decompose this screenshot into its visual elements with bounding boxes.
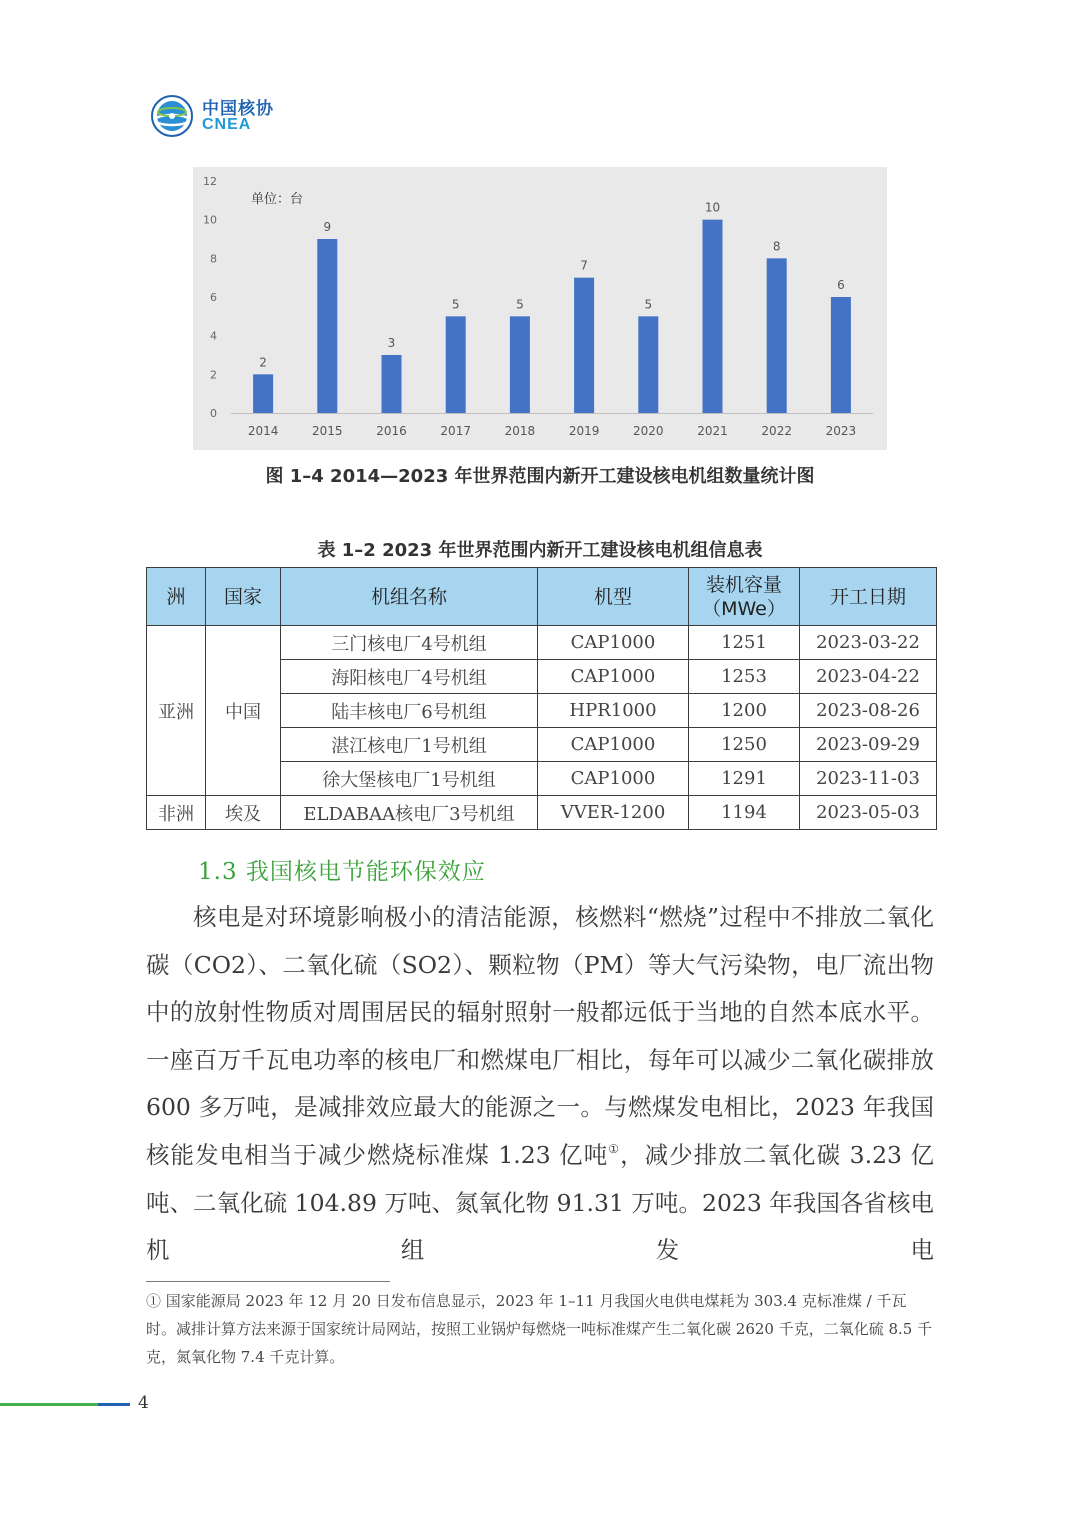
x-tick-label: 2023 [825,424,857,438]
header-unit-name: 机组名称 [281,568,538,626]
country-cell: 埃及 [206,796,281,830]
bar [382,355,402,413]
start-date-cell: 2023-11-03 [800,762,937,796]
start-date-cell: 2023-03-22 [800,626,937,660]
data-label: 2 [259,355,267,370]
x-tick-label: 2015 [312,424,343,438]
start-date-cell: 2023-05-03 [800,796,937,830]
reactor-type-cell: CAP1000 [538,762,689,796]
unit-name-cell: 三门核电厂4号机组 [281,626,538,660]
bar-chart-svg [193,167,887,450]
y-tick-label: 6 [210,291,217,304]
capacity-cell: 1251 [689,626,800,660]
capacity-cell: 1250 [689,728,800,762]
body-text-part2: ，减少排放二氧化碳 3.23 亿吨、二氧化硫 104.89 万吨、氮氧化物 91.31 万吨。2023 年我国各省核电机组发电 [146,1140,935,1265]
body-paragraph [146,894,934,1275]
header-reactor-type: 机型 [538,568,689,626]
bar [831,297,851,413]
reactor-type-cell: VVER-1200 [538,796,689,830]
unit-name-cell: ELDABAA核电厂3号机组 [281,796,538,830]
logo-name-en: CNEA [202,116,252,133]
capacity-cell: 1253 [689,660,800,694]
y-tick-label: 10 [203,213,217,227]
unit-name-cell: 海阳核电厂4号机组 [281,660,538,694]
y-tick-label: 4 [210,329,217,343]
start-date-cell: 2023-09-29 [800,728,937,762]
header-capacity-unit: （MWe） [702,597,786,620]
header-continent: 洲 [147,568,206,626]
table-row [147,796,937,830]
start-date-cell: 2023-04-22 [800,660,937,694]
country-cell: 中国 [206,626,281,796]
reactor-type-cell: CAP1000 [538,728,689,762]
x-tick-label: 2021 [697,424,728,438]
data-label: 7 [580,258,588,273]
bar [703,220,723,413]
reactor-type-cell: CAP1000 [538,626,689,660]
y-tick-label: 12 [203,175,217,188]
continent-cell: 亚洲 [147,626,206,796]
data-label: 5 [451,297,460,312]
data-label: 10 [704,200,721,215]
reactor-type-cell: HPR1000 [538,694,689,728]
chart-unit-label: 单位：台 [251,192,304,207]
y-tick-label: 8 [210,252,217,266]
page-number: 4 [138,1393,149,1413]
reactor-info-table [146,567,937,830]
unit-name-cell: 湛江核电厂1号机组 [281,728,538,762]
x-tick-label: 2022 [761,424,792,438]
unit-name-cell: 徐大堡核电厂1号机组 [281,762,538,796]
bar [317,239,337,413]
x-tick-label: 2016 [376,424,407,438]
bar [574,278,594,413]
bar [510,316,530,413]
x-tick-label: 2018 [504,424,536,438]
bar [446,316,466,413]
footnote-divider [146,1281,390,1282]
bar [767,258,787,413]
header-capacity-label: 装机容量 [705,573,782,596]
capacity-cell: 1200 [689,694,800,728]
data-label: 9 [323,220,332,234]
section-title: 1.3 我国核电节能环保效应 [198,859,486,885]
cnea-logo [150,92,290,140]
data-label: 8 [772,239,781,254]
capacity-cell: 1291 [689,762,800,796]
footnote-marker[interactable]: ① [608,1141,621,1156]
footer-bar-blue [98,1403,130,1406]
reactor-type-cell: CAP1000 [538,660,689,694]
x-tick-label: 2019 [568,424,600,438]
bar [638,316,658,413]
footnote: ① 国家能源局 2023 年 12 月 20 日发布信息显示，2023 年 1–11 月我国火电供电煤耗为 303.4 克标准煤 / 千瓦时。减排计算方法来源于国家统计局网站，按照工业锅炉每燃烧一吨标准煤产生二氧化碳 2620 千克，二氧化硫 8.5 千克，氮氧化物 7.4 千克计算。 [146,1292,933,1366]
data-label: 3 [387,336,396,350]
table-header-row [147,568,937,626]
cnea-emblem-icon [150,94,194,138]
header-start-date: 开工日期 [800,568,937,626]
y-tick-label: 2 [210,368,217,382]
start-date-cell: 2023-08-26 [800,694,937,728]
figure-caption: 图 1–4 2014—2023 年世界范围内新开工建设核电机组数量统计图 [265,466,815,487]
x-tick-label: 2020 [633,424,664,438]
table-row [147,626,937,660]
data-label: 6 [837,278,845,292]
x-tick-label: 2014 [247,424,279,438]
bar-chart [193,167,887,450]
x-tick-label: 2017 [440,424,471,438]
continent-cell: 非洲 [147,796,206,830]
data-label: 5 [516,297,524,312]
bar [253,374,273,413]
data-label: 5 [644,297,653,312]
logo-name-cn: 中国核协 [202,99,274,118]
body-text-part1: 核电是对环境影响极小的清洁能源，核燃料“燃烧”过程中不排放二氧化碳（CO2）、二氧化硫（SO2）、颗粒物（PM）等大气污染物，电厂流出物中的放射性物质对周围居民的辐射照射一般都远低于当地的自然本底水平。一座百万千瓦电功率的核电厂和燃煤电厂相比，每年可以减少二氧化碳排放 600 多万吨，是减排效应最大的能源之一。与燃煤发电相比，2023 年我国核能发电相当于减少燃烧标准煤 1.23 亿吨 [146,903,934,1169]
y-tick-label: 0 [210,407,217,420]
capacity-cell: 1194 [689,796,800,830]
header-capacity [689,568,800,626]
unit-name-cell: 陆丰核电厂6号机组 [281,694,538,728]
footer-bar-green [0,1403,98,1406]
table-caption: 表 1–2 2023 年世界范围内新开工建设核电机组信息表 [317,540,763,561]
header-country: 国家 [206,568,281,626]
